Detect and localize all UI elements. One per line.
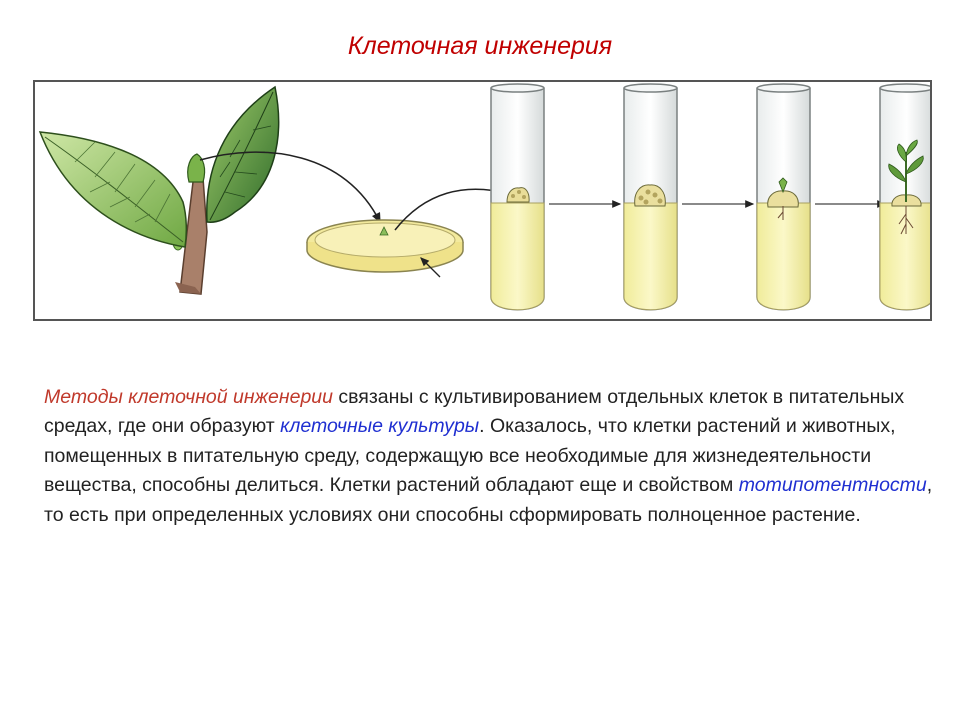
paragraph-text-1: связаны с культивированием отдельных клеток в питательных средах, где они образуют <box>44 386 905 438</box>
test-tube-3-icon <box>757 84 810 310</box>
term-cell-engineering-methods: Методы клеточной инженерии <box>44 386 333 408</box>
plant-cell-culture-illustration <box>35 82 930 319</box>
test-tube-2-icon <box>624 84 677 310</box>
leaf-right-icon <box>207 87 279 222</box>
paragraph-text-3: , то есть при определенных условиях они способны сформировать полноценное растение. <box>44 474 933 526</box>
slide-title: Клеточная инженерия <box>347 32 613 60</box>
term-cell-cultures: клеточные культуры <box>280 415 480 438</box>
leaf-left-icon <box>40 132 186 247</box>
term-totipotency: тотипотентности <box>738 474 927 497</box>
description-paragraph <box>44 383 934 530</box>
petri-dish-icon <box>307 220 463 272</box>
test-tube-1-icon <box>491 84 544 310</box>
test-tube-4-icon <box>880 84 930 310</box>
paragraph-text-2: . Оказалось, что клетки растений и животных, помещенных в питательную среду, содержащую все необходимые для жизнедеятельности вещества, способны делиться. Клетки растений обладают еще и свойством <box>44 415 896 497</box>
cell-culture-figure <box>33 80 932 321</box>
